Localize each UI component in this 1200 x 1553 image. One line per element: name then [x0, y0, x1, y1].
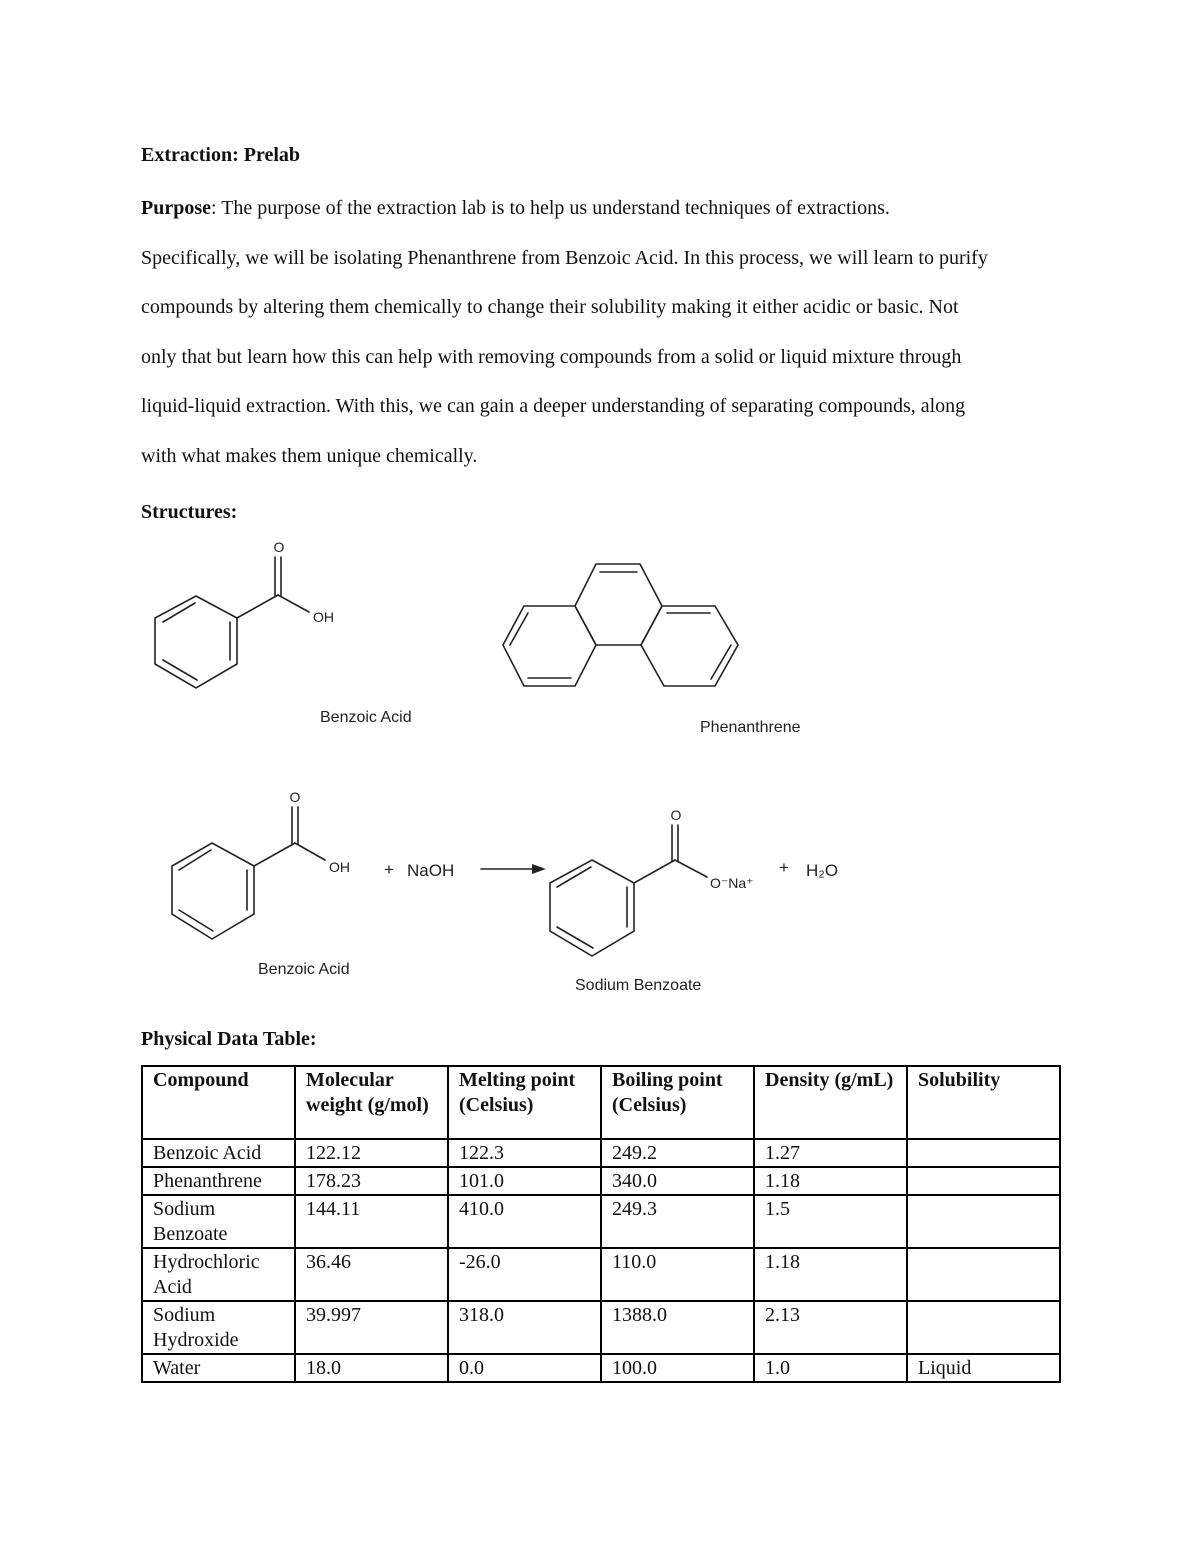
table-cell	[907, 1248, 1060, 1301]
table-cell: 144.11	[295, 1195, 448, 1248]
table-row	[142, 1301, 1060, 1354]
page-title: Extraction: Prelab	[141, 144, 301, 166]
column-header: Compound	[142, 1066, 295, 1139]
table-cell: 1.27	[754, 1139, 907, 1167]
column-header: Molecular weight (g/mol)	[295, 1066, 448, 1139]
reagent-label: NaOH	[407, 861, 455, 880]
reaction-arrowhead	[532, 864, 546, 874]
table-cell: 1.5	[754, 1195, 907, 1248]
table-cell: Benzoic Acid	[142, 1139, 295, 1167]
purpose-label: Purpose	[141, 197, 211, 219]
table-cell: 1388.0	[601, 1301, 754, 1354]
table-cell: 122.12	[295, 1139, 448, 1167]
plus-sign: +	[384, 860, 394, 879]
table-row	[142, 1248, 1060, 1301]
purpose-line: liquid-liquid extraction. With this, we can gain a deeper understanding of separating compounds, along	[141, 395, 966, 417]
hydroxyl-label: OH	[313, 609, 334, 625]
table-cell: Water	[142, 1354, 295, 1382]
table-row	[142, 1167, 1060, 1195]
phenanthrene-structure	[503, 564, 738, 686]
structures-heading: Structures:	[141, 501, 238, 523]
table-row	[142, 1195, 1060, 1248]
table-cell	[907, 1301, 1060, 1354]
table-cell: 178.23	[295, 1167, 448, 1195]
table-cell: 1.18	[754, 1248, 907, 1301]
table-cell: Sodium Hydroxide	[142, 1301, 295, 1354]
table-row	[142, 1139, 1060, 1167]
table-cell: 18.0	[295, 1354, 448, 1382]
column-header: Solubility	[907, 1066, 1060, 1139]
table-cell: 249.3	[601, 1195, 754, 1248]
sodium-benzoate-structure	[550, 825, 707, 956]
table-cell: 1.18	[754, 1167, 907, 1195]
purpose-line: Specifically, we will be isolating Phenanthrene from Benzoic Acid. In this process, we will learn to purify	[141, 246, 988, 269]
oxygen-label: O	[273, 539, 285, 555]
physical-data-table	[141, 1065, 1061, 1383]
column-header: Melting point (Celsius)	[448, 1066, 601, 1139]
oxygen-label: O	[289, 789, 301, 805]
table-cell: 101.0	[448, 1167, 601, 1195]
table-cell: 318.0	[448, 1301, 601, 1354]
table-cell: -26.0	[448, 1248, 601, 1301]
carboxylate-label: O⁻Na⁺	[710, 875, 754, 891]
table-cell: 39.997	[295, 1301, 448, 1354]
table-cell: Hydrochloric Acid	[142, 1248, 295, 1301]
purpose-text: : The purpose of the extraction lab is to help us understand techniques of extractions.	[211, 197, 890, 219]
table-cell	[907, 1139, 1060, 1167]
purpose-line: only that but learn how this can help with removing compounds from a solid or liquid mixture through	[141, 345, 962, 368]
table-cell: 410.0	[448, 1195, 601, 1248]
benzoic-acid-label: Benzoic Acid	[320, 709, 412, 726]
table-cell	[907, 1167, 1060, 1195]
product-label: Sodium Benzoate	[575, 977, 702, 994]
table-cell: 1.0	[754, 1354, 907, 1382]
table-cell: 36.46	[295, 1248, 448, 1301]
column-header: Boiling point (Celsius)	[601, 1066, 754, 1139]
phenanthrene-label: Phenanthrene	[700, 719, 801, 736]
table-cell: 122.3	[448, 1139, 601, 1167]
table-cell	[907, 1195, 1060, 1248]
table-header-row	[142, 1066, 1060, 1139]
table-cell: Phenanthrene	[142, 1167, 295, 1195]
benzoic-acid-structure	[155, 557, 309, 688]
table-cell: Sodium Benzoate	[142, 1195, 295, 1248]
table-cell: Liquid	[907, 1354, 1060, 1382]
hydroxyl-label: OH	[329, 859, 350, 875]
purpose-line: compounds by altering them chemically to change their solubility making it either acidic or basic. Not	[141, 296, 959, 318]
reactant-label: Benzoic Acid	[258, 961, 350, 978]
table-cell: 100.0	[601, 1354, 754, 1382]
purpose-line: with what makes them unique chemically.	[141, 444, 478, 467]
oxygen-label: O	[670, 807, 682, 823]
plus-sign: +	[779, 858, 789, 877]
byproduct-label: H₂O	[806, 861, 839, 880]
table-cell: 0.0	[448, 1354, 601, 1382]
table-cell: 340.0	[601, 1167, 754, 1195]
table-cell: 2.13	[754, 1301, 907, 1354]
table-cell: 110.0	[601, 1248, 754, 1301]
table-row	[142, 1354, 1060, 1382]
table-heading: Physical Data Table:	[141, 1028, 317, 1050]
table-cell: 249.2	[601, 1139, 754, 1167]
column-header: Density (g/mL)	[754, 1066, 907, 1139]
reaction-reactant-structure	[172, 807, 325, 939]
